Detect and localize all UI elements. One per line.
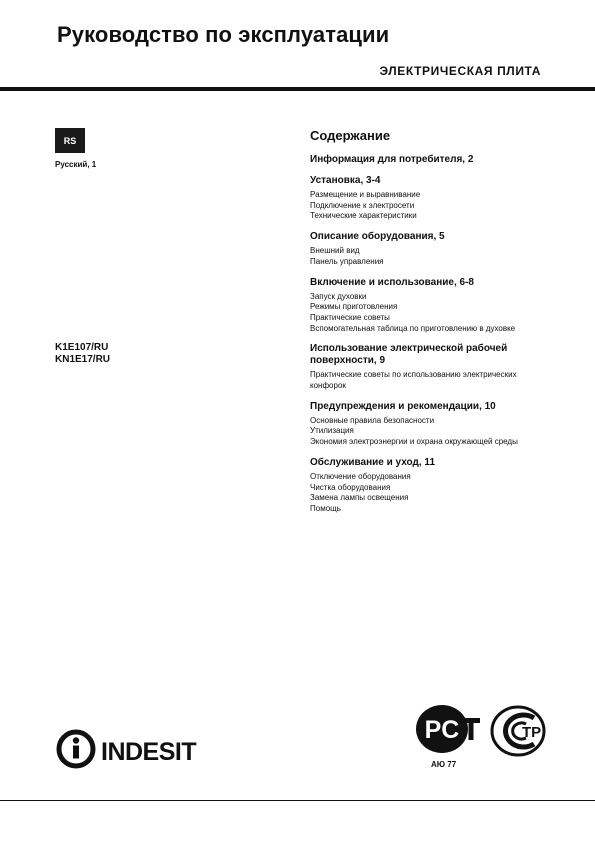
contents-section — [310, 175, 550, 222]
contents-section-title[interactable]: Установка, 3-4 — [310, 175, 381, 186]
contents-section — [310, 343, 550, 391]
contents-section — [310, 457, 550, 515]
contents-item[interactable]: Внешний вид — [310, 246, 360, 256]
table-of-contents — [310, 128, 550, 524]
model-number: KN1E17/RU — [55, 354, 111, 365]
contents-item[interactable]: Замена лампы освещения — [310, 493, 409, 503]
contents-item[interactable]: Утилизация — [310, 426, 354, 436]
svg-text:PC: PC — [424, 716, 460, 744]
contents-item[interactable]: Экономия электроэнергии и охрана окружающей среды — [310, 437, 518, 447]
contents-section — [310, 401, 550, 448]
contents-item[interactable]: Вспомогательная таблица по приготовлению в духовке — [310, 323, 516, 333]
contents-section — [310, 277, 550, 335]
language-page-link[interactable]: Русский, 1 — [55, 160, 97, 169]
contents-item[interactable]: Панель управления — [310, 256, 384, 266]
contents-item[interactable]: Технические характеристики — [310, 211, 417, 221]
contents-section — [310, 231, 550, 267]
contents-sections — [310, 154, 550, 515]
contents-item[interactable]: Практические советы по использованию электрических конфорок — [310, 370, 517, 391]
contents-item[interactable]: Подключение к электросети — [310, 200, 415, 210]
header-divider — [0, 87, 595, 91]
contents-item[interactable]: Запуск духовки — [310, 291, 367, 301]
contents-section-title[interactable]: Информация для потребителя, 2 — [310, 154, 474, 165]
contents-item[interactable]: Отключение оборудования — [310, 471, 411, 481]
model-number: K1E107/RU — [55, 342, 109, 353]
contents-section-title[interactable]: Предупреждения и рекомендации, 10 — [310, 400, 496, 412]
page-title: Руководство по эксплуатации — [57, 22, 390, 47]
indesit-logo-icon — [55, 727, 230, 776]
contents-item[interactable]: Размещение и выравнивание — [310, 190, 421, 199]
certification-marks — [414, 702, 554, 765]
contents-section-title[interactable]: Описание оборудования, 5 — [310, 231, 445, 243]
product-type: ЭЛЕКТРИЧЕСКАЯ ПЛИТА — [379, 64, 541, 78]
contents-item[interactable]: Основные правила безопасности — [310, 415, 435, 425]
language-badge: RS — [55, 128, 85, 153]
contents-section-title[interactable]: Использование электрической рабочей поверхности, 9 — [310, 343, 508, 367]
contents-item[interactable]: Режимы приготовления — [310, 302, 398, 312]
contents-section — [310, 154, 550, 166]
svg-text:INDESIT: INDESIT — [101, 738, 197, 766]
gost-r-certification-icon — [492, 707, 544, 755]
contents-item[interactable]: Практические советы — [310, 312, 390, 322]
pct-certification-icon — [414, 702, 554, 760]
contents-section-title[interactable]: Включение и использование, 6-8 — [310, 276, 474, 288]
contents-section-title[interactable]: Обслуживание и уход, 11 — [310, 456, 436, 468]
model-list — [55, 342, 110, 366]
footer-divider — [0, 800, 595, 801]
contents-item[interactable]: Помощь — [310, 503, 341, 513]
contents-heading: Содержание — [310, 128, 391, 143]
svg-text:ТР: ТР — [522, 724, 542, 741]
certification-code: АЮ 77 — [431, 760, 457, 769]
contents-item[interactable]: Чистка оборудования — [310, 482, 391, 492]
